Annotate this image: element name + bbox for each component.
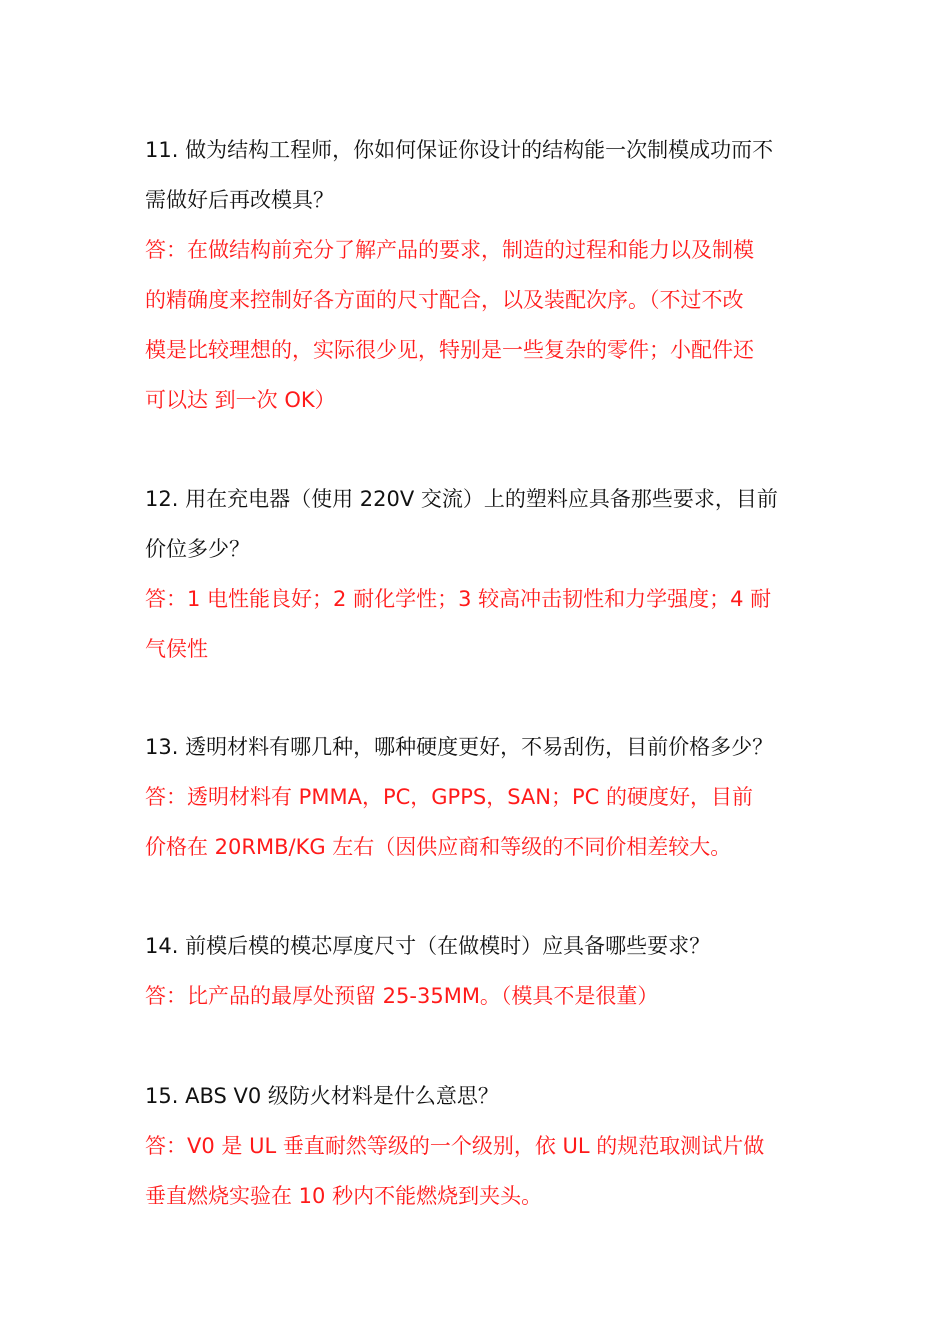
question-line: 14. 前模后模的模芯厚度尺寸（在做模时）应具备哪些要求？	[145, 934, 711, 958]
answer-line: 答：1 电性能良好；2 耐化学性；3 较高冲击韧性和力学强度；4 耐	[145, 587, 772, 611]
qa-item-14	[145, 921, 810, 1021]
question-line: 13. 透明材料有哪几种，哪种硬度更好，不易刮伤，目前价格多少？	[145, 735, 774, 759]
qa-item-12	[145, 474, 810, 674]
answer-line: 答：透明材料有 PMMA，PC，GPPS，SAN；PC 的硬度好，目前	[145, 785, 753, 809]
question-line: 15. ABS V0 级防火材料是什么意思？	[145, 1084, 499, 1108]
answer-line: 气侯性	[145, 637, 208, 661]
qa-item-15	[145, 1071, 810, 1221]
answer-line: 答：V0 是 UL 垂直耐然等级的一个级别，依 UL 的规范取测试片做	[145, 1134, 765, 1158]
question-line: 价位多少？	[145, 537, 250, 561]
qa-item-13	[145, 722, 810, 872]
answer-line: 模是比较理想的，实际很少见，特别是一些复杂的零件；小配件还	[145, 338, 754, 362]
answer-line: 的精确度来控制好各方面的尺寸配合，以及装配次序。（不过不改	[145, 288, 744, 312]
qa-item-11	[145, 125, 810, 425]
answer-line: 垂直燃烧实验在 10 秒内不能燃烧到夹头。	[145, 1184, 543, 1208]
answer-line: 答：比产品的最厚处预留 25-35MM。（模具不是很董）	[145, 984, 659, 1008]
question-line: 12. 用在充电器（使用 220V 交流）上的塑料应具备那些要求，目前	[145, 487, 778, 511]
answer-line: 可以达 到一次 OK）	[145, 388, 336, 412]
answer-line: 答：在做结构前充分了解产品的要求，制造的过程和能力以及制模	[145, 238, 754, 262]
question-line: 需做好后再改模具？	[145, 188, 334, 212]
question-line: 11. 做为结构工程师，你如何保证你设计的结构能一次制模成功而不	[145, 138, 774, 162]
answer-line: 价格在 20RMB/KG 左右（因供应商和等级的不同价相差较大。	[145, 835, 732, 859]
